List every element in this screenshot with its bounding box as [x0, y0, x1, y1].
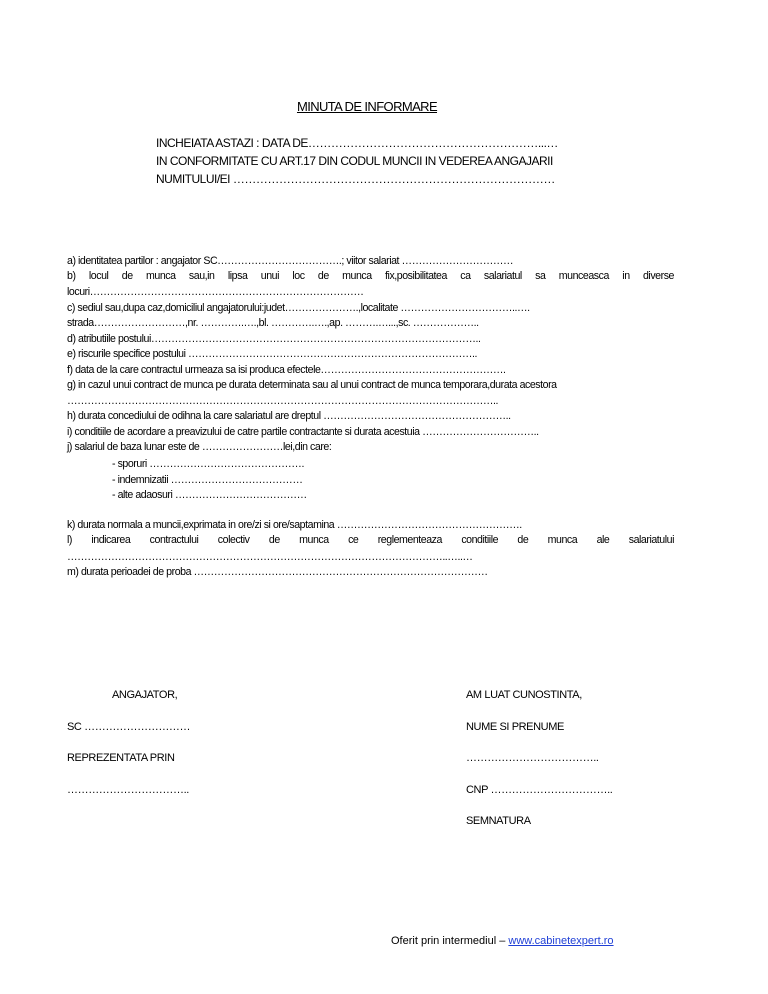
item-l-collective-agreement: l) indicarea contractului colectiv de munca ce reglementeaza conditiile de munca ale salariatului [67, 534, 674, 546]
full-name-line: ……………………………….. [466, 752, 599, 764]
item-c-address: strada………………………,nr. ………….….,bl. ………….….,ap. ……….…...,sc. ……………….. [67, 317, 479, 329]
sub-item-allowances: - indemnizatii ………………………………… [112, 474, 303, 486]
employer-company-line: SC ………………………… [67, 721, 191, 733]
item-c-employer-seat: c) sediul sau,dupa caz,domiciliul angajatorului:judet………………….,localitate ……………………………..…. [67, 302, 530, 314]
footer-link[interactable]: www.cabinetexpert.ro [508, 935, 614, 947]
item-b-workplace: b) locul de munca sau,in lipsa unui loc de munca fix,posibilitatea ca salariatul sa munceasca in diverse [67, 270, 674, 282]
header-line-legal-basis: IN CONFORMITATE CU ART.17 DIN CODUL MUNCII IN VEDEREA ANGAJARII [156, 154, 553, 168]
item-i-notice: i) conditiile de acordare a preavizului de catre partile contractante si durata acestuia …………………………….. [67, 426, 539, 438]
item-g-contract-duration: g) in cazul unui contract de munca pe durata determinata sau al unui contract de munca temporara,durata acestora [67, 379, 557, 391]
item-b-continuation: locuri……………………………………………………………………… [67, 286, 364, 298]
signature-label: SEMNATURA [466, 815, 531, 827]
document-title: MINUTA DE INFORMARE [296, 99, 438, 114]
footer-text: Oferit prin intermediul – [391, 935, 509, 947]
representative-line: …………………………….. [67, 784, 189, 796]
footer [391, 935, 614, 947]
item-h-vacation: h) durata concediului de odihna la care salariatul are dreptul ……………………………………………….. [67, 410, 511, 422]
header-line-name: NUMITULUI/EI ………………………………………………………………………… [156, 172, 555, 186]
cnp-line: CNP …………………………….. [466, 784, 613, 796]
item-d-duties: d) atributiile postului…………………………………………………………………………………….. [67, 333, 481, 345]
represented-by-label: REPREZENTATA PRIN [67, 752, 175, 764]
item-j-salary: j) salariul de baza lunar este de ……………………lei,din care: [67, 441, 332, 453]
item-a-parties: a) identitatea partilor : angajator SC……………………………….; viitor salariat …………………………… [67, 255, 514, 267]
item-g-continuation: ……………………………………………………………………………………………………………….. [67, 395, 499, 407]
full-name-label: NUME SI PRENUME [466, 721, 564, 733]
item-l-continuation: …………………………………………………………………………………………………..…..… [67, 551, 473, 563]
header-line-date: INCHEIATA ASTAZI : DATA DE……………………………………………………...… [156, 136, 558, 150]
sub-item-bonuses: - sporuri ………………………………………. [112, 458, 304, 470]
item-f-start-date: f) data de la care contractul urmeaza sa isi produca efectele………………………………………………. [67, 364, 506, 376]
item-e-risks: e) riscurile specifice postului ………………………………………………………………………….. [67, 348, 478, 360]
item-m-probation: m) durata perioadei de proba …………………………………………………………………………… [67, 566, 488, 578]
item-k-working-hours: k) durata normala a muncii,exprimata in ore/zi si ore/saptamina ………………………………………………. [67, 519, 522, 531]
employer-label: ANGAJATOR, [112, 689, 178, 701]
acknowledged-label: AM LUAT CUNOSTINTA, [466, 689, 582, 701]
sub-item-other-additions: - alte adaosuri ………………………………… [112, 489, 307, 501]
